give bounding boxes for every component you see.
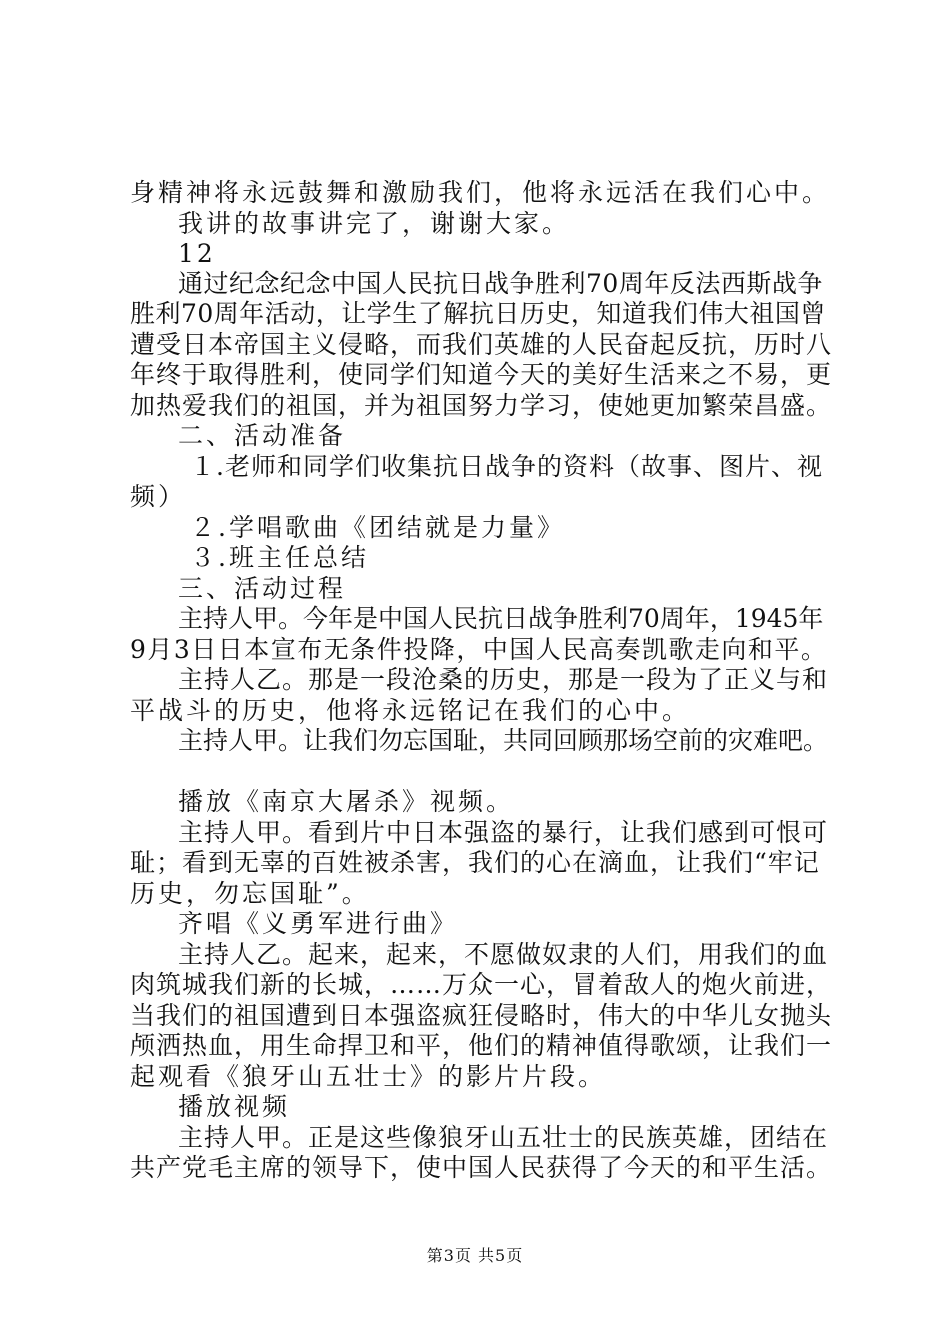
text-line: 身精神将永远鼓舞和激励我们，他将永远活在我们心中。 bbox=[130, 178, 831, 207]
text-line: 遭受日本帝国主义侵略，而我们英雄的人民奋起反抗，历时八 bbox=[130, 330, 833, 359]
text-line: 主持人乙。起来，起来，不愿做奴隶的人们，用我们的血 bbox=[178, 940, 829, 969]
text-line: 频） bbox=[130, 482, 187, 511]
text-line: 12 bbox=[178, 239, 216, 268]
text-line: 颅洒热血，用生命捍卫和平，他们的精神值得歌颂，让我们一 bbox=[130, 1031, 833, 1060]
text-line: 主持人甲。让我们勿忘国耻，共同回顾那场空前的灾难吧。 bbox=[178, 726, 829, 755]
text-line: 平战斗的历史，他将永远铭记在我们的心中。 bbox=[130, 696, 691, 725]
list-item: １.老师和同学们收集抗日战争的资料（故事、图片、视 bbox=[190, 452, 823, 481]
list-item: ３.班主任总结 bbox=[190, 543, 369, 572]
text-line: 通过纪念纪念中国人民抗日战争胜利70周年反法西斯战争 bbox=[178, 269, 823, 298]
text-line: 耻；看到无辜的百姓被杀害，我们的心在滴血，让我们“牢记 bbox=[130, 848, 820, 877]
text-line: 播放视频 bbox=[178, 1092, 291, 1121]
text-line: 播放《南京大屠杀》视频。 bbox=[178, 787, 515, 816]
text-line: 起观看《狼牙山五壮士》的影片片段。 bbox=[130, 1062, 607, 1091]
text-line: 主持人甲。今年是中国人民抗日战争胜利70周年，1945年 bbox=[178, 604, 824, 633]
text-line: 我讲的故事讲完了，谢谢大家。 bbox=[178, 209, 571, 238]
text-line: 共产党毛主席的领导下，使中国人民获得了今天的和平生活。 bbox=[130, 1153, 833, 1182]
list-item: ２.学唱歌曲《团结就是力量》 bbox=[190, 513, 565, 542]
page-footer: 第3页 共5页 bbox=[426, 1246, 524, 1265]
text-line: 齐唱《义勇军进行曲》 bbox=[178, 909, 459, 938]
text-line: 加热爱我们的祖国，并为祖国努力学习，使她更加繁荣昌盛。 bbox=[130, 391, 833, 420]
text-line: 肉筑城我们新的长城，……万众一心，冒着敌人的炮火前进， bbox=[130, 970, 833, 999]
text-line: 胜利70周年活动，让学生了解抗日历史，知道我们伟大祖国曾 bbox=[130, 299, 826, 328]
text-line: 主持人乙。那是一段沧桑的历史，那是一段为了正义与和 bbox=[178, 665, 829, 694]
text-line: 当我们的祖国遭到日本强盗疯狂侵略时，伟大的中华儿女抛头 bbox=[130, 1001, 833, 1030]
text-line: 年终于取得胜利，使同学们知道今天的美好生活来之不易，更 bbox=[130, 360, 833, 389]
text-line: 主持人甲。正是这些像狼牙山五壮士的民族英雄，团结在 bbox=[178, 1123, 829, 1152]
text-line: 历史，勿忘国耻”。 bbox=[130, 879, 370, 908]
text-line: 9月3日日本宣布无条件投降，中国人民高奏凯歌走向和平。 bbox=[130, 635, 828, 664]
section-heading: 三、活动过程 bbox=[178, 574, 347, 603]
text-line: 主持人甲。看到片中日本强盗的暴行，让我们感到可恨可 bbox=[178, 818, 829, 847]
section-heading: 二、活动准备 bbox=[178, 421, 347, 450]
